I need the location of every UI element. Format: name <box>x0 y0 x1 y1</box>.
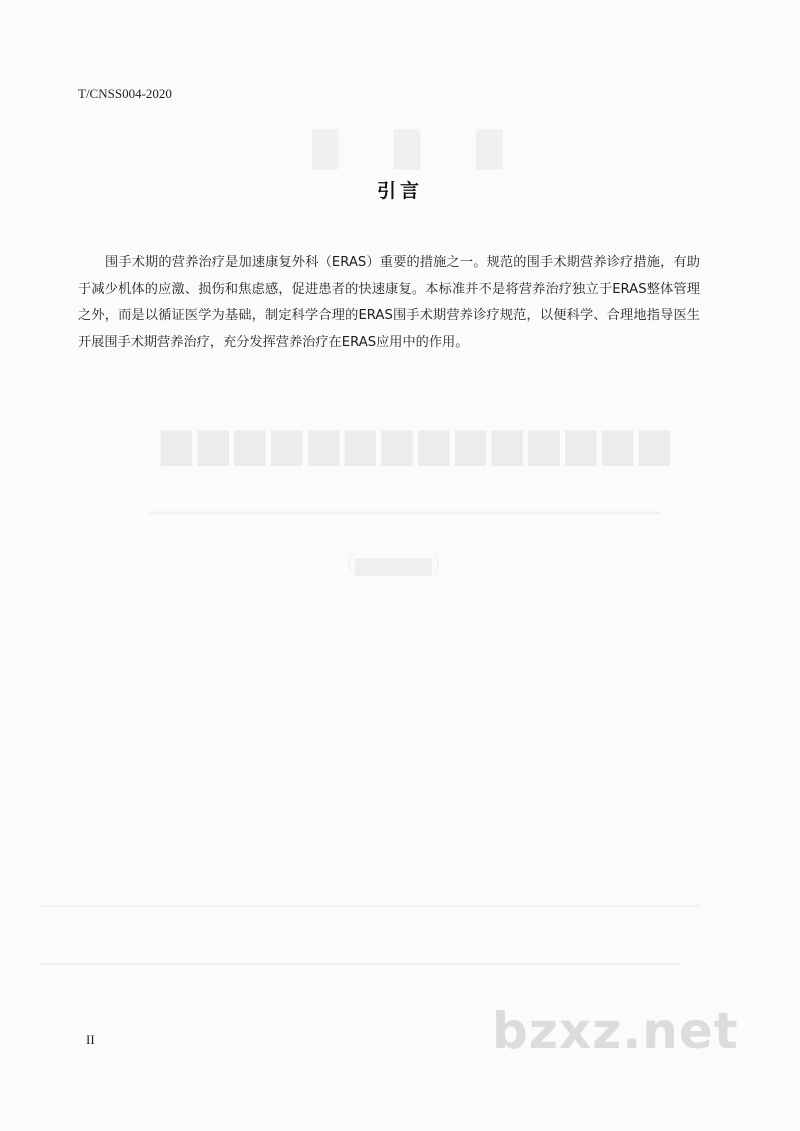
section-title: 引言 <box>376 180 423 202</box>
document-code: T/CNSS004-2020 <box>78 86 172 101</box>
page-number: II <box>86 1032 95 1047</box>
show-through-title: ▆▆▆▆▆▆▆▆▆▆▆▆▆▆ <box>155 420 670 466</box>
show-through-rule <box>40 905 700 907</box>
show-through-rule <box>40 963 680 965</box>
site-watermark: bzxz.net <box>492 1002 739 1060</box>
show-through-header: █ █ █ <box>290 130 503 170</box>
intro-paragraph: 围手术期的营养治疗是加速康复外科（ERAS）重要的措施之一。规范的围手术期营养诊疗措施，有助于减少机体的应激、损伤和焦虑感，促进患者的快速康复。本标准并不是将营养治疗独立于ERAS整体管理之外，而是以循证医学为基础，制定科学合理的ERAS围手术期营养诊疗规范，以便科学、合理地指导医生开展围手术期营养治疗，充分发挥营养治疗在ERAS应用中的作用。 <box>78 255 700 350</box>
show-through-subtitle: ▁▁▁▁▁▁▁▁▁▁▁▁▁▁▁▁▁▁▁▁▁▁▁▁▁▁▁▁▁▁▁▁▁▁▁▁▁▁▁ <box>150 495 660 515</box>
show-through-note: （▆▆▆▆▆） <box>335 552 452 576</box>
